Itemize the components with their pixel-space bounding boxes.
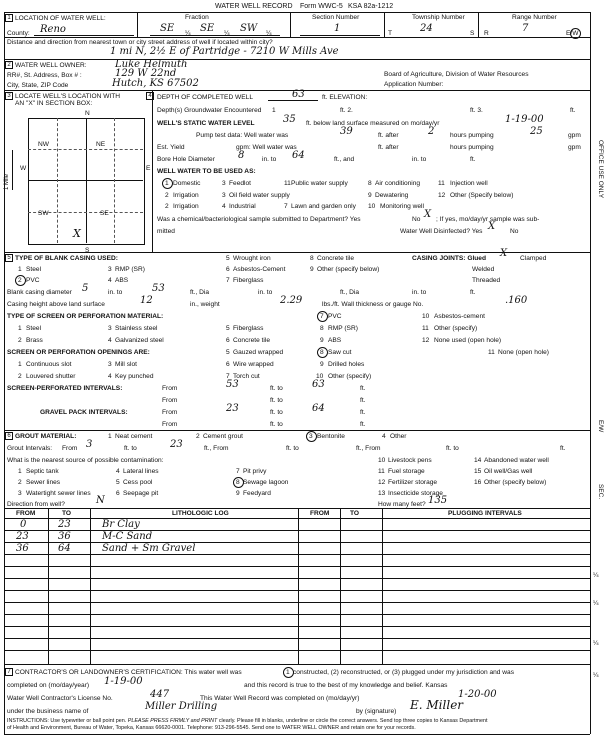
section-label: Section Number (312, 14, 360, 21)
casing-title: TYPE OF BLANK CASING USED: (15, 255, 118, 262)
address-label: RR#, St. Address, Box # : (7, 72, 82, 79)
license-number: 447 (150, 689, 170, 700)
gravel-from: 23 (226, 403, 239, 414)
screen-to: 63 (312, 379, 325, 390)
log-row-2-desc: M-C Sand (102, 531, 153, 542)
frame-bottom (4, 734, 590, 735)
frame-right (590, 12, 591, 734)
casing-height: 12 (140, 295, 153, 306)
screen-from: 53 (226, 379, 239, 390)
lithologic-log-header: LITHOLOGIC LOG (172, 510, 229, 517)
range-value: 7 (522, 23, 529, 34)
gravel-intervals-label: GRAVEL PACK INTERVALS: (40, 409, 128, 416)
gravel-to: 64 (312, 403, 325, 414)
log-row-2-from: 23 (16, 531, 29, 542)
disinfected-label: Water Well Disinfected? Yes (400, 228, 483, 235)
township-label: Township Number (412, 14, 465, 21)
location-title: LOCATION OF WATER WELL: (15, 15, 106, 22)
static-level-date: 1-19-00 (505, 114, 544, 125)
grout-to: 23 (170, 439, 183, 450)
form-title: WATER WELL RECORD (215, 3, 293, 10)
log-to-header: TO (62, 510, 72, 517)
business-name: Miller Drilling (145, 701, 218, 712)
pump-hours: 2 (428, 126, 435, 137)
blank-diameter-label: Blank casing diameter (7, 289, 72, 296)
static-level-label: WELL'S STATIC WATER LEVEL (157, 120, 255, 127)
log-row-2-to: 36 (58, 531, 71, 542)
screen-title: TYPE OF SCREEN OR PERFORATION MATERIAL: (7, 313, 164, 320)
section-1-number: 1 (5, 14, 13, 22)
county-label: County: (7, 30, 30, 37)
section-2-number: 2 (5, 61, 13, 69)
distance-label: Distance and direction from nearest town or city street address of well if located within city? (7, 39, 273, 46)
depth-label: DEPTH OF COMPLETED WELL (157, 94, 253, 101)
signature: E. Miller (410, 698, 464, 712)
locate-title-2: AN "X" IN SECTION BOX: (15, 100, 93, 107)
fraction-label: Fraction (185, 14, 209, 21)
section-6-number: 6 (5, 432, 13, 440)
disinfected-yes-mark: X (488, 221, 496, 232)
log-from-header: FROM (16, 510, 36, 517)
depth-value: 63 (292, 89, 305, 100)
section-7-number: 7 (5, 668, 13, 676)
use-title: WELL WATER TO BE USED AS: (157, 168, 256, 175)
glued-mark: X (500, 248, 508, 259)
fraction-2: SE (200, 23, 215, 34)
section-value: 1 (334, 23, 341, 34)
pump-gpm: 25 (530, 126, 543, 137)
ksa-number: KSA 82a-1212 (348, 3, 394, 10)
log-row-3-desc: Sand + Sm Gravel (102, 543, 196, 554)
static-level-value: 35 (283, 114, 296, 125)
city-value: Hutch, KS 67502 (112, 78, 199, 89)
blank-depth: 53 (152, 283, 165, 294)
log-row-3-from: 36 (16, 543, 29, 554)
owner-title: WATER WELL OWNER: (15, 62, 87, 69)
screen-intervals-label: SCREEN-PERFORATED INTERVALS: (7, 385, 123, 392)
township-value: 24 (420, 23, 433, 34)
contamination-title: What is the nearest source of possible contamination: (7, 457, 164, 464)
county-value: Reno (40, 24, 66, 35)
fraction-3: SW (240, 23, 258, 34)
grout-title: GROUT MATERIAL: (15, 433, 77, 440)
log-row-3-to: 64 (58, 543, 71, 554)
bore-label: Bore Hole Diameter (157, 156, 215, 163)
direction-label: Direction from well? (7, 501, 65, 508)
application-label: Application Number: (384, 81, 444, 88)
bore-diameter: 8 (238, 150, 245, 161)
locate-title: LOCATE WELL'S LOCATION WITH (15, 93, 121, 100)
bore-depth: 64 (292, 150, 305, 161)
well-location-mark: X (73, 227, 81, 240)
blank-diameter: 5 (82, 283, 89, 294)
completed-date: 1-19-00 (104, 676, 143, 687)
log-row-1-desc: Br Clay (102, 519, 140, 530)
log-row-1-to: 23 (58, 519, 71, 530)
openings-title: SCREEN OR PERFORATION OPENINGS ARE: (7, 349, 150, 356)
section-5-number: 5 (5, 254, 13, 262)
casing-joints-label: CASING JOINTS: Glued (412, 255, 487, 262)
pump-test-label: Pump test data: Well water was (196, 132, 289, 139)
groundwater-label: Depth(s) Groundwater Encountered (157, 107, 262, 114)
fraction-1: SE (160, 23, 175, 34)
casing-height-label: Casing height above land surface (7, 301, 105, 308)
direction-value: N (96, 495, 105, 506)
board-text: Board of Agriculture, Division of Water Resources (384, 71, 529, 78)
grout-from: 3 (86, 439, 93, 450)
pump-level: 39 (340, 126, 353, 137)
certification-line-1: CONTRACTOR'S OR LANDOWNER'S CERTIFICATION: This water well was (15, 669, 242, 676)
log-row-1-from: 0 (20, 519, 27, 530)
distance-value: 1 mi N, 2½ E of Partridge - 7210 W Mills Ave (110, 46, 339, 57)
how-many-label: How many feet? (378, 501, 426, 508)
how-many-value: 135 (428, 495, 448, 506)
water-well-record-form: WATER WELL RECORD Form WWC-5 KSA 82a-1212 1 LOCATION OF WATER WELL: County: Reno Fraction SE ¼ SE ¼ SW ¼ Section Number 1 Township Number T 24 S Range Number R 7 E/W Distance and direction from nearest town or city street address of well if located within city? 1 mi N, 2½ E of Partridge - 7210 W Mills Ave 2 WATER WELL OWNER: Luke Helmuth RR#, St. Address, Box # : 129 W 22nd City, State, ZIP Code Hutch, KS 67502 Board of Agriculture, Division of Water Resources Application Number: 3 LOCATE WELL'S LOCATION WITH AN "X" IN SECTION BOX: N S W E 1 Mile NW NE SW SE X 4 DEPTH OF COMPLETED WELL 63 ft. ELEVATION: Depth(s) Groundwater Encountered 1 ft. 2. ft. 3. ft. WELL'S STATIC WATER LEVEL 35 ft. below land surface measured on mo/day/yr 1-19-00 Pump test data: Well water was 39 ft. after 2 hours pumping 25 gpm Est. Yield gpm: Well water was ft. after hours pumping gpm Bore Hole Diameter 8 in. to 64 ft., and in. to ft. WELL WATER TO BE USED AS: 1 Domestic 3 Feedlot 11 Public water supply 8 Air conditioning 11 Injection well 3 Oil field water supply 9 Dewatering 12 Other (Specify below) 2 Irrigation 2 Irrigation 4 Industrial 7 Lawn and garden only 10 Monitoring well Was a chemical/bacteriological sample submitted to Department? Yes No X ; If yes, mo/day/yr sample was sub- mitted Water Well Disinfected? Yes X No 5 TYPE OF BLANK CASING USED: 5 Wrought iron 8 Concrete tile CASING JOINTS: Glued X Clamped 1 Steel 3 RMP (SR) 6 Asbestos-Cement 9 Other (specify below) Welded 2 PVC 4 ABS 7 Fiberglass Threaded Blank casing diameter 5 in. to 53 ft., Dia in. to ft., Dia in. to ft. Casing height above land surface 12 in., weight 2.29 lbs./ft. Wall thickness or gauge No. .160 TYPE OF SCREEN OR PERFORATION MATERIAL: 7 PVC 10 Asbestos-cement 1 Steel 3 Stainless steel 5 Fiberglass 8 RMP (SR) 11 Other (specify) 2 Brass 4 Galvanized steel 6 Concrete tile 9 ABS 12 None used (open hole) SCREEN OR PERFORATION OPENINGS ARE: 5 Gauzed wrapped 8 Saw cut 11 None (open hole) 1 Continuous slot 3 Mill slot 6 Wire wrapped 9 Drilled holes 2 Louvered shutter 4 Key punched 7 Torch cut 10 Other (specify) SCREEN-PERFORATED INTERVALS: From 53 ft. to 63 ft. From ft. to ft. GRAVEL PACK INTERVALS: From 23 ft. to 64 ft. From ft. to ft. 6 GROUT MATERIAL: 1 Neat cement 2 Cement grout 3 Bentonite 4 Other Grout Intervals: From 3 ft. to 23 ft., From ft. to ft., From ft. to ft. What is the nearest source of possible contamination: 10 Livestock pens 14 Abandoned water well 1 Septic tank 4 Lateral lines 7 Pit privy 11 Fuel storage 15 Oil well/Gas well 2 Sewer lines 5 Cess pool 8 Sewage lagoon 12 Fertilizer storage 16 Other (specify below) 3 Watertight sewer lines 6 Seepage pit 9 Feedyard 13 Insecticide storage Direction from well? N How many feet? 135 FROM TO LITHOLOGIC LOG FROM TO PLUGGING INTERVALS 0 23 Br Clay 23 36 M-C Sand 36 64 Sand + Sm Gravel 7 CONTRACTOR'S OR LANDOWNER'S CERTIFICATION: This water well was 1 constructed, (2) reconstructed, or (3) plugged under my jurisdiction and was completed on (mo/day/year) 1-19-00 and this record is true to the best of my knowledge and belief. Kansas Water Well Contractor's License No. 447 This Water Well Record was completed on (mo/day/yr) 1-20-00 under the business name of Miller Drilling by (signature) E. Miller INSTRUCTIONS: Use typewriter or ball point pen. PLEASE PRESS FIRMLY and PRINT clearly. Please fill in blanks, underline or circle the correct answers. Send top three copies to Kansas Department of Health and Environment, Bureau of Water, Topeka, Kansas 66620-0001. Telephone: 913-296-5545. Send one to WATER WELL OWNER and retain one for your records. OFFICE USE ONLY E/W SEC. ¼ ¼ ¼ ¼ (0, 0, 611, 752)
form-number: Form WWC-5 (300, 3, 343, 10)
chem-sample-label: Was a chemical/bacteriological sample submitted to Department? Yes (157, 216, 361, 223)
chem-no-mark: X (424, 209, 432, 220)
grout-intervals-label: Grout Intervals: (7, 445, 53, 452)
plugging-header: PLUGGING INTERVALS (448, 510, 522, 517)
range-label: Range Number (512, 14, 557, 21)
office-use-only: OFFICE USE ONLY (597, 140, 604, 199)
casing-weight: 2.29 (280, 295, 303, 306)
owner-name: Luke Helmuth (115, 59, 188, 70)
address-value: 129 W 22nd (115, 68, 177, 79)
city-label: City, State, ZIP Code (7, 82, 69, 89)
section-3-number: 3 (5, 92, 13, 100)
record-date: 1-20-00 (458, 689, 497, 700)
gauge-value: .160 (505, 295, 528, 306)
instructions-line-2: of Health and Environment, Bureau of Water, Topeka, Kansas 66620-0001. Telephone: 913-296-5545. Send one to WATER WELL OWNER and retain one for your records. (7, 725, 416, 731)
instructions-line-1: INSTRUCTIONS: Use typewriter or ball point pen. PLEASE PRESS FIRMLY and PRINT clearly. Please fill in blanks, underline or circle the correct answers. Send top three copies to Kansas Department (7, 718, 488, 724)
frame-top (4, 12, 590, 13)
section-4-number: 4 (146, 92, 154, 100)
domestic-circle (162, 178, 173, 189)
